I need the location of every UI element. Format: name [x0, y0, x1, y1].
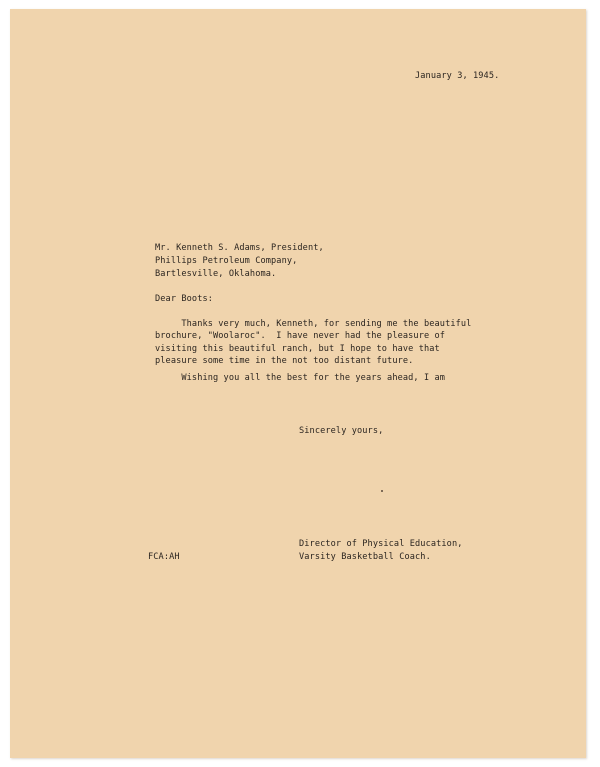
letter-page	[10, 9, 586, 758]
paragraph-1-line-4: pleasure some time in the not too distant future.	[155, 356, 414, 366]
signature-title-line-2: Varsity Basketball Coach.	[299, 552, 431, 562]
address-line-city: Bartlesville, Oklahoma.	[155, 269, 277, 279]
paragraph-1-line-2: brochure, "Woolaroc". I have never had the pleasure of	[155, 331, 446, 341]
address-line-name: Mr. Kenneth S. Adams, President,	[155, 243, 324, 253]
ink-speck	[381, 490, 383, 492]
paragraph-2: Wishing you all the best for the years ahead, I am	[155, 373, 446, 383]
address-line-company: Phillips Petroleum Company,	[155, 256, 298, 266]
paragraph-1-line-1: Thanks very much, Kenneth, for sending me the beautiful	[155, 319, 472, 329]
reference-initials: FCA:AH	[148, 552, 180, 562]
closing: Sincerely yours,	[299, 426, 384, 436]
paragraph-1-line-3: visiting this beautiful ranch, but I hope to have that	[155, 344, 440, 354]
salutation: Dear Boots:	[155, 294, 214, 304]
signature-title-line-1: Director of Physical Education,	[299, 539, 463, 549]
letter-date: January 3, 1945.	[415, 71, 500, 81]
